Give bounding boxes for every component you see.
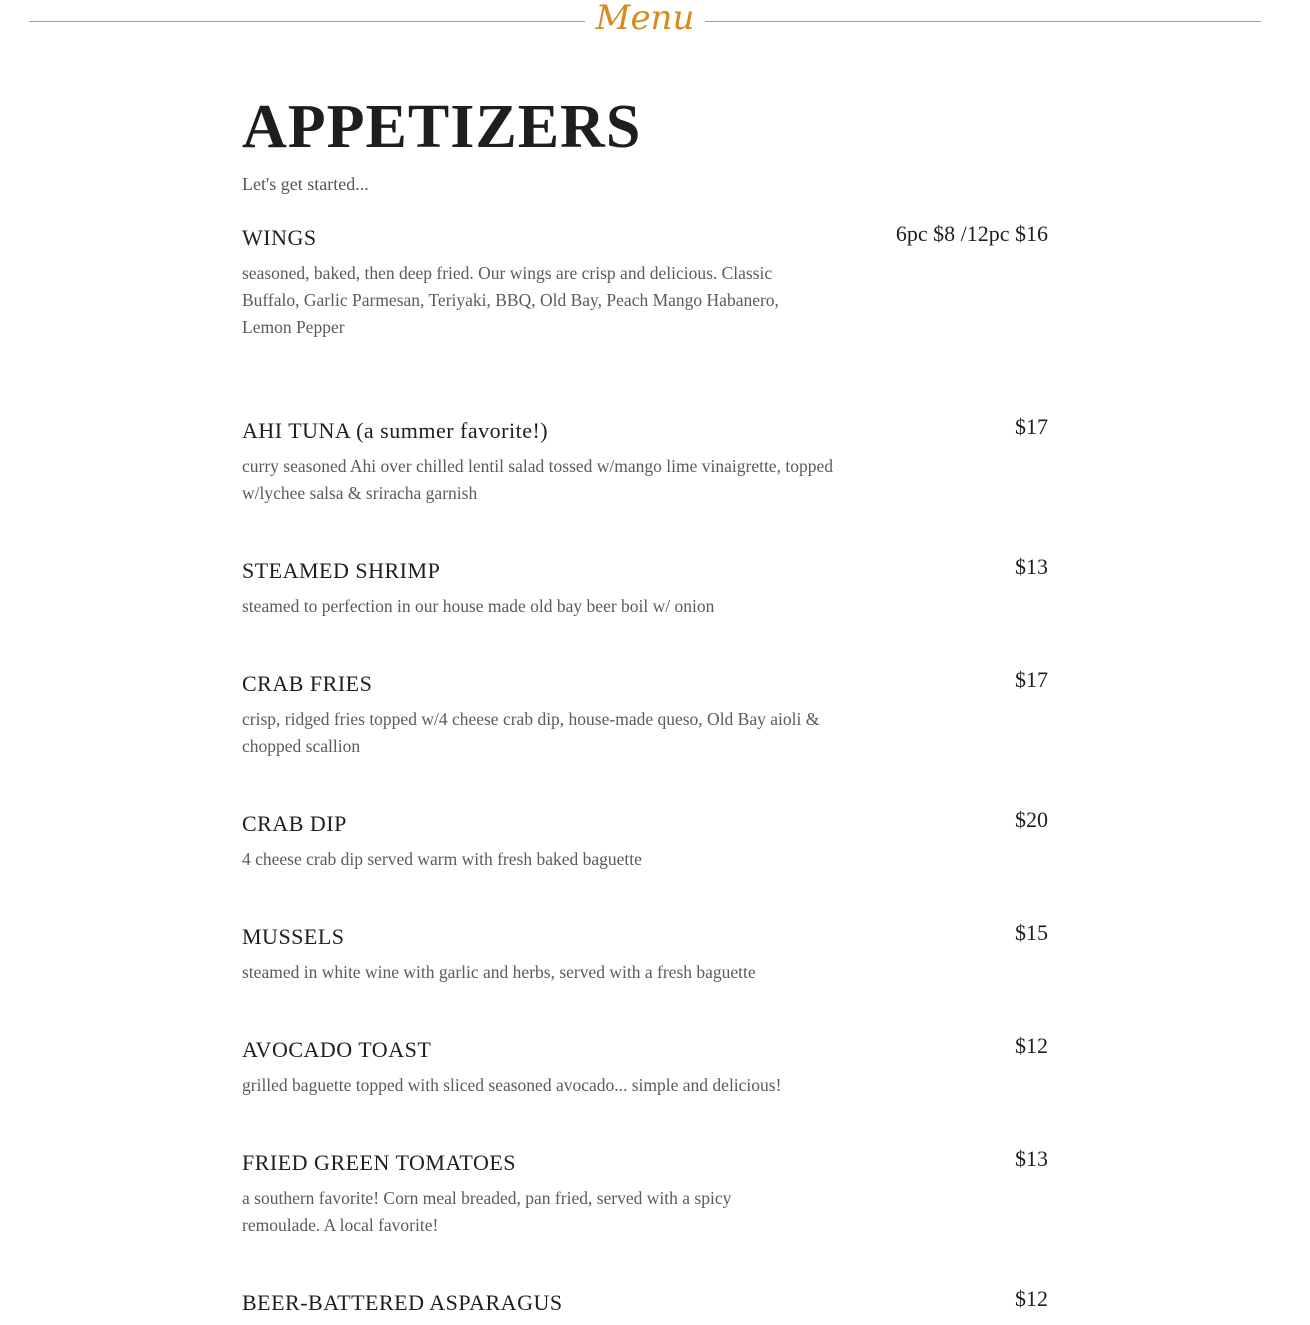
item-name: CRAB DIP: [242, 811, 347, 836]
menu-item-wings: [242, 221, 1048, 341]
item-name: AHI TUNA (a summer favorite!): [242, 418, 549, 443]
menu-item-avocado-toast: [242, 1033, 1048, 1099]
menu-header: [29, 0, 1261, 44]
item-description: a southern favorite! Corn meal breaded, pan fried, served with a spicy remoulade. A local favorite!: [242, 1188, 732, 1235]
header-rule-right: [705, 21, 1261, 22]
item-price: $12: [1015, 1033, 1048, 1058]
item-name: WINGS: [242, 225, 317, 250]
menu-item-fried-green-tomatoes: [242, 1146, 1048, 1239]
item-price: $17: [1015, 414, 1048, 439]
section-subtitle: Let's get started...: [242, 174, 369, 194]
menu-item-steamed-shrimp: [242, 554, 1048, 620]
item-name: STEAMED SHRIMP: [242, 558, 441, 583]
item-name: CRAB FRIES: [242, 671, 373, 696]
item-description: seasoned, baked, then deep fried. Our wings are crisp and delicious. Classic Buffalo, Garlic Parmesan, Teriyaki, BBQ, Old Bay, Peach Mango Habanero, Lemon Pepper: [242, 263, 779, 337]
item-price: $13: [1015, 554, 1048, 579]
menu-item-ahi-tuna: [242, 414, 1048, 507]
item-price: $20: [1015, 807, 1048, 832]
item-price: 6pc $8 /12pc $16: [895, 221, 1048, 246]
item-description: steamed to perfection in our house made old bay beer boil w/ onion: [242, 596, 715, 616]
item-description: steamed in white wine with garlic and herbs, served with a fresh baguette: [242, 962, 756, 982]
menu-item-crab-dip: [242, 807, 1048, 873]
menu-title: Menu: [595, 0, 695, 38]
item-name: MUSSELS: [242, 924, 345, 949]
item-description: crisp, ridged fries topped w/4 cheese crab dip, house-made queso, Old Bay aioli & chopped scallion: [242, 709, 820, 756]
appetizers-section: [242, 92, 1048, 196]
item-name: BEER-BATTERED ASPARAGUS: [242, 1290, 563, 1315]
item-price: $12: [1015, 1286, 1048, 1311]
item-name: FRIED GREEN TOMATOES: [242, 1150, 517, 1175]
menu-item-crab-fries: [242, 667, 1048, 760]
menu-item-beer-battered-asparagus: [242, 1286, 1048, 1317]
item-description: grilled baguette topped with sliced seasoned avocado... simple and delicious!: [242, 1075, 782, 1095]
item-name: AVOCADO TOAST: [242, 1037, 432, 1062]
item-price: $17: [1015, 667, 1048, 692]
item-description: curry seasoned Ahi over chilled lentil salad tossed w/mango lime vinaigrette, topped w/lychee salsa & sriracha garnish: [242, 456, 833, 503]
menu-item-mussels: [242, 920, 1048, 986]
item-price: $15: [1015, 920, 1048, 945]
section-title: APPETIZERS: [242, 93, 642, 161]
item-description: 4 cheese crab dip served warm with fresh baked baguette: [242, 849, 642, 869]
header-rule-left: [29, 21, 585, 22]
item-price: $13: [1015, 1146, 1048, 1171]
